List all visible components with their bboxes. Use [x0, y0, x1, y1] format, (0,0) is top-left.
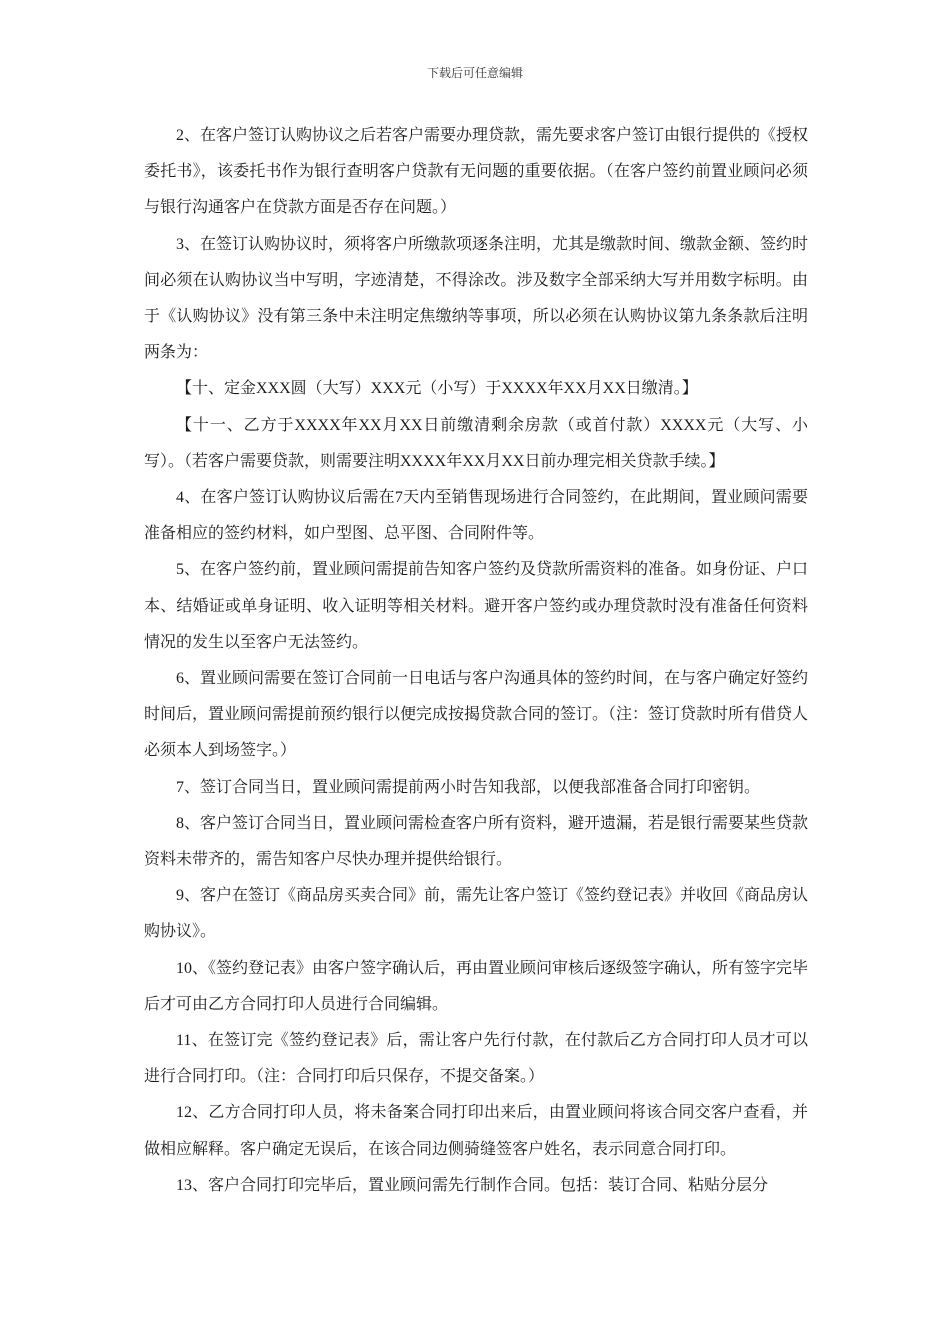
paragraph: 5、在客户签约前，置业顾问需提前告知客户签约及贷款所需资料的准备。如身份证、户口本、结婚证或单身证明、收入证明等相关材料。避开客户签约或办理贷款时没有准备任何资料情况的发生以至客户无法签约。: [144, 561, 809, 651]
paragraph: 13、客户合同打印完毕后，置业顾问需先行制作合同。包括：装订合同、粘贴分层分: [176, 1176, 769, 1194]
paragraph: 10、《签约登记表》由客户签字确认后，再由置业顾问审核后逐级签字确认，所有签字完毕后才可由乙方合同打印人员进行合同编辑。: [144, 959, 809, 1013]
paragraph: 【十、定金XXX圆（大写）XXX元（小写）于XXXX年XX月XX日缴清。】: [176, 380, 698, 398]
paragraph: 8、客户签订合同当日，置业顾问需检查客户所有资料，避开遗漏，若是银行需要某些贷款资料未带齐的，需告知客户尽快办理并提供给银行。: [144, 814, 809, 869]
paragraph: 6、置业顾问需要在签订合同前一日电话与客户沟通具体的签约时间，在与客户确定好签约时间后，置业顾问需提前预约银行以便完成按揭贷款合同的签订。（注：签订贷款时所有借贷人必须本人到场签字。）: [144, 670, 809, 760]
paragraph: 12、乙方合同打印人员，将未备案合同打印出来后，由置业顾问将该合同交客户查看，并做相应解释。客户确定无误后，在该合同边侧骑缝签客户姓名，表示同意合同打印。: [144, 1104, 808, 1158]
paragraph: 3、在签订认购协议时，须将客户所缴款项逐条注明，尤其是缴款时间、缴款金额、签约时间必须在认购协议当中写明，字迹清楚，不得涂改。涉及数字全部采纳大写并用数字标明。由于《认购协议》没有第三条中未注明定焦缴纳等事项，所以必须在认购协议第九条条款后注明两条为：: [144, 235, 809, 362]
paragraph: 2、在客户签订认购协议之后若客户需要办理贷款，需先要求客户签订由银行提供的《授权委托书》，该委托书作为银行查明客户贷款有无问题的重要依据。（在客户签约前置业顾问必须与银行沟通客户在贷款方面是否存在问题。）: [144, 127, 809, 217]
paragraph: 【十一、乙方于XXXX年XX月XX日前缴清剩余房款（或首付款）XXXX元（大写、小写）。（若客户需要贷款，则需要注明XXXX年XX月XX日前办理完相关贷款手续。】: [144, 416, 808, 470]
paragraph: 4、在客户签订认购协议后需在7天内至销售现场进行合同签约，在此期间，置业顾问需要准备相应的签约材料，如户型图、总平图、合同附件等。: [144, 489, 808, 543]
document-body: [144, 118, 808, 1204]
paragraph: 7、签订合同当日，置业顾问需提前两小时告知我部，以便我部准备合同打印密钥。: [176, 778, 761, 796]
paragraph: 11、在签订完《签约登记表》后，需让客户先行付款，在付款后乙方合同打印人员才可以进行合同打印。（注：合同打印后只保存，不提交备案。）: [144, 1032, 808, 1086]
page-header: 下载后可任意编辑: [426, 66, 523, 80]
paragraph: 9、客户在签订《商品房买卖合同》前，需先让客户签订《签约登记表》并收回《商品房认购协议》。: [144, 887, 809, 941]
